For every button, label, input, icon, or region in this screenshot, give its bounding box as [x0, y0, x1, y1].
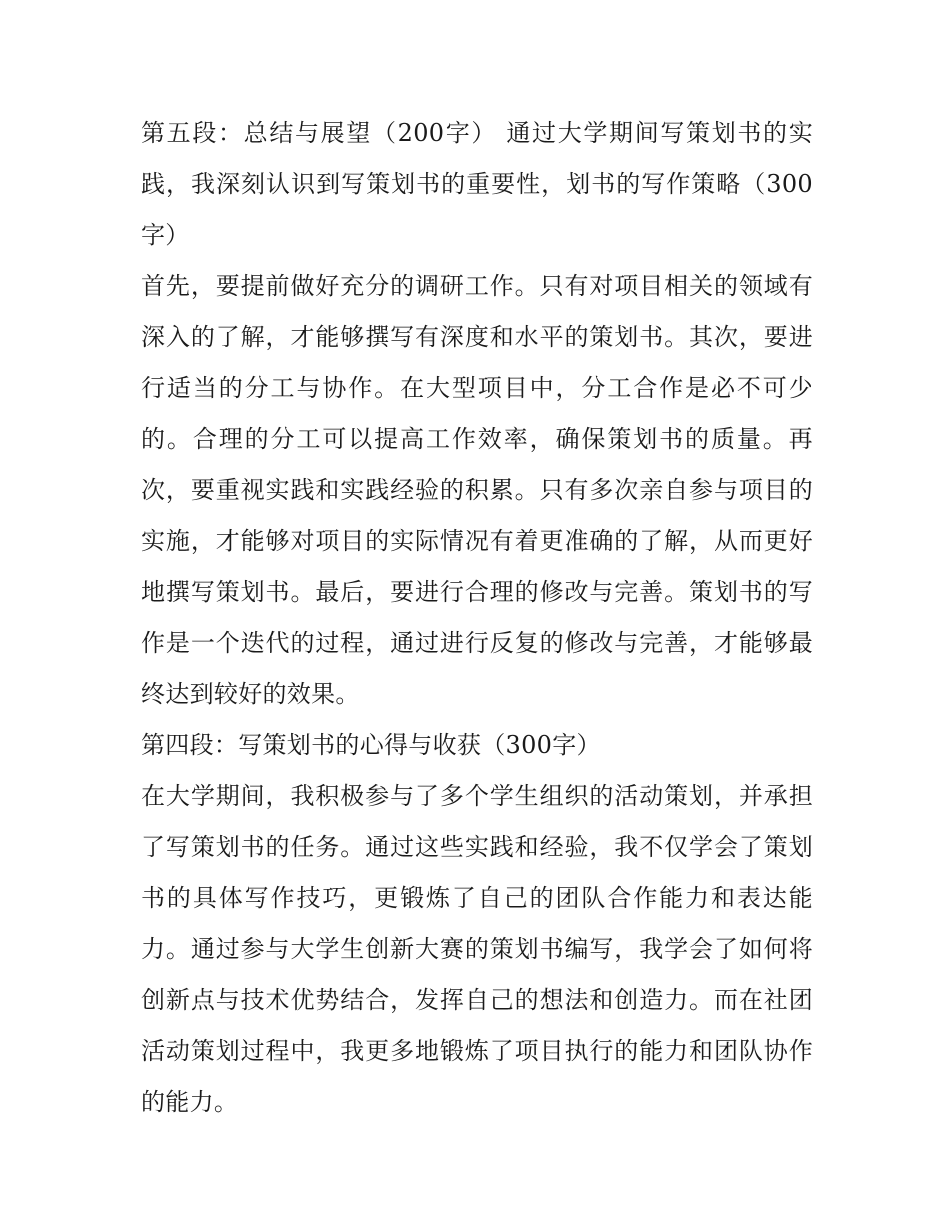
paragraph-writing-strategy: 首先，要提前做好充分的调研工作。只有对项目相关的领域有深入的了解，才能够撰写有深度和水平的策划书。其次，要进行适当的分工与协作。在大型项目中，分工合作是必不可少的。合理的分工可以提高工作效率，确保策划书的质量。再次，要重视实践和实践经验的积累。只有多次亲自参与项目的实施，才能够对项目的实际情况有着更准确的了解，从而更好地撰写策划书。最后，要进行合理的修改与完善。策划书的写作是一个迭代的过程，通过进行反复的修改与完善，才能够最终达到较好的效果。 — [141, 272, 813, 708]
document-body — [141, 108, 813, 1128]
paragraph-section-four-heading: 第四段：写策划书的心得与收获（300字） — [141, 731, 601, 759]
paragraph-experience: 在大学期间，我积极参与了多个学生组织的活动策划，并承担了写策划书的任务。通过这些实践和经验，我不仅学会了策划书的具体写作技巧，更锻炼了自己的团队合作能力和表达能力。通过参与大学生创新大赛的策划书编写，我学会了如何将创新点与技术优势结合，发挥自己的想法和创造力。而在社团活动策划过程中，我更多地锻炼了项目执行的能力和团队协作的能力。 — [141, 782, 813, 1116]
paragraph-summary-heading: 第五段：总结与展望（200字） 通过大学期间写策划书的实践，我深刻认识到写策划书的重要性，划书的写作策略（300字） — [141, 119, 813, 249]
